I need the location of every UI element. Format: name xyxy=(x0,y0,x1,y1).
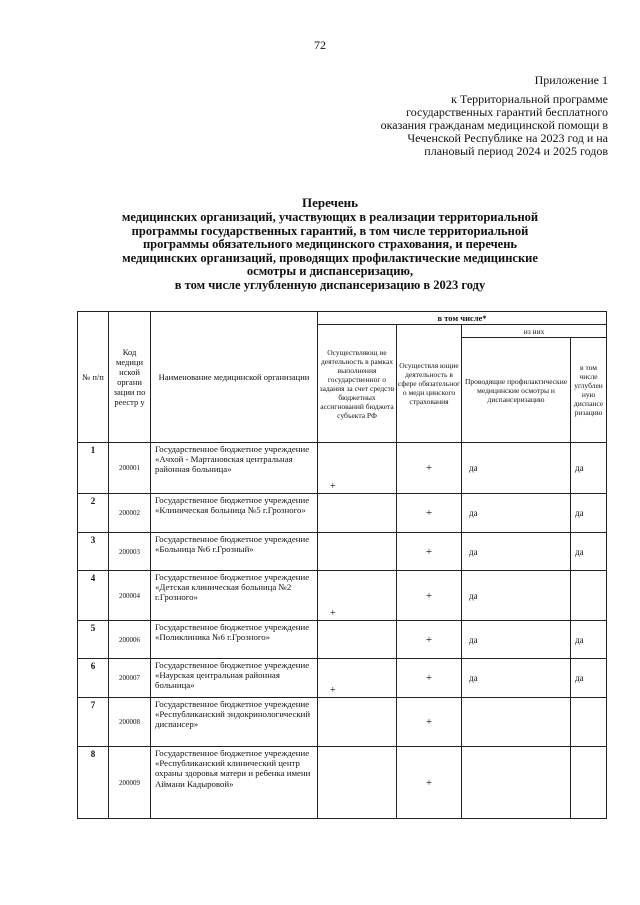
row-budget: + xyxy=(318,443,397,494)
row-code: 200002 xyxy=(109,494,151,533)
row-deep xyxy=(571,571,607,621)
row-deep: да xyxy=(571,659,607,698)
appendix-line: к Территориальной программе xyxy=(451,92,608,106)
row-prof xyxy=(462,698,571,747)
subtitle-line: осмотры и диспансеризацию, xyxy=(246,264,414,278)
header-name: Наименование медицинской организации xyxy=(151,312,318,443)
row-name: Государственное бюджетное учреждение «Поликлиника №6 г.Грозного» xyxy=(151,621,318,659)
row-name: Государственное бюджетное учреждение «Больница №6 г.Грозный» xyxy=(151,533,318,571)
header-prof: Проводящие профилактические медицинские осмотры и диспансеризацию xyxy=(462,338,571,443)
row-prof: да xyxy=(462,443,571,494)
row-oms: + xyxy=(397,747,462,819)
header-deep: в том числе углублен ную диспансе ризацию xyxy=(571,338,607,443)
row-code: 200003 xyxy=(109,533,151,571)
row-code: 200004 xyxy=(109,571,151,621)
subtitle-line: медицинских организаций, участвующих в реализации территориальной xyxy=(121,210,539,224)
row-name: Государственное бюджетное учреждение «Детская клиническая больница №2 г.Грозного» xyxy=(151,571,318,621)
table-row xyxy=(78,494,607,533)
appendix-line: Чеченской Республике на 2023 год и на xyxy=(407,131,608,145)
appendix-label: Приложение 1 xyxy=(534,73,608,87)
row-num: 6 xyxy=(78,659,109,698)
row-code: 200006 xyxy=(109,621,151,659)
row-deep: да xyxy=(571,443,607,494)
row-budget xyxy=(318,621,397,659)
row-name: Государственное бюджетное учреждение «Ачхой - Мартановская центральная районная больница» xyxy=(151,443,318,494)
row-deep xyxy=(571,747,607,819)
document-title: Перечень xyxy=(301,195,359,210)
header-num: № п/п xyxy=(78,312,109,443)
row-budget xyxy=(318,747,397,819)
row-oms: + xyxy=(397,443,462,494)
row-name: Государственное бюджетное учреждение «Республиканский клинический центр охраны здоровья матери и ребенка имени Аймани Кадыровой» xyxy=(151,747,318,819)
table-row xyxy=(78,443,607,494)
row-deep: да xyxy=(571,494,607,533)
row-budget xyxy=(318,698,397,747)
row-budget xyxy=(318,533,397,571)
row-budget xyxy=(318,494,397,533)
row-oms: + xyxy=(397,621,462,659)
row-prof: да xyxy=(462,659,571,698)
appendix-block xyxy=(380,74,608,158)
organizations-table xyxy=(77,311,607,819)
subtitle-line: программы обязательного медицинского страхования, и перечень xyxy=(142,237,518,251)
header-oms: Осуществля ющие деятельность в сфере обязательног о меди цинского страхования xyxy=(397,325,462,443)
header-code: Код медици нской органи зации по реестр у xyxy=(109,312,151,443)
row-oms: + xyxy=(397,533,462,571)
row-name: Государственное бюджетное учреждение «Республиканский эндокринологический диспансер» xyxy=(151,698,318,747)
table-row xyxy=(78,659,607,698)
table-row xyxy=(78,747,607,819)
row-num: 5 xyxy=(78,621,109,659)
row-budget: + xyxy=(318,571,397,621)
header-including: в том числе* xyxy=(318,312,607,325)
row-num: 4 xyxy=(78,571,109,621)
row-deep: да xyxy=(571,621,607,659)
row-num: 3 xyxy=(78,533,109,571)
row-budget: + xyxy=(318,659,397,698)
row-name: Государственное бюджетное учреждение «Клиническая больница №5 г.Грозного» xyxy=(151,494,318,533)
row-code: 200009 xyxy=(109,747,151,819)
row-prof: да xyxy=(462,571,571,621)
row-code: 200008 xyxy=(109,698,151,747)
row-deep xyxy=(571,698,607,747)
table-row xyxy=(78,533,607,571)
appendix-line: плановый период 2024 и 2025 годов xyxy=(424,144,608,158)
subtitle-line: программы государственных гарантий, в том числе территориальной xyxy=(131,223,529,238)
table-row xyxy=(78,698,607,747)
subtitle-line: медицинских организаций, проводящих профилактические медицинские xyxy=(122,250,538,265)
header-budget: Осуществляющ ие деятельность в рамках выполнения государственног о задания за счет средств бюджетных ассигнований бюджета субъекта РФ xyxy=(318,325,397,443)
row-oms: + xyxy=(397,571,462,621)
row-num: 8 xyxy=(78,747,109,819)
row-name: Государственное бюджетное учреждение «Наурская центральная районная больница» xyxy=(151,659,318,698)
table-row xyxy=(78,571,607,621)
row-num: 7 xyxy=(78,698,109,747)
row-num: 1 xyxy=(78,443,109,494)
row-deep: да xyxy=(571,533,607,571)
document-subtitle xyxy=(40,211,620,292)
row-oms: + xyxy=(397,698,462,747)
appendix-line: государственных гарантий бесплатного xyxy=(406,105,608,119)
row-oms: + xyxy=(397,659,462,698)
row-code: 200007 xyxy=(109,659,151,698)
row-oms: + xyxy=(397,494,462,533)
table-row xyxy=(78,621,607,659)
row-prof xyxy=(462,747,571,819)
row-prof: да xyxy=(462,621,571,659)
row-num: 2 xyxy=(78,494,109,533)
row-prof: да xyxy=(462,533,571,571)
subtitle-line: в том числе углубленную диспансеризацию в 2023 году xyxy=(174,277,486,292)
page-number: 72 xyxy=(314,38,326,52)
row-code: 200001 xyxy=(109,443,151,494)
appendix-line: оказания гражданам медицинской помощи в xyxy=(380,118,608,132)
row-prof: да xyxy=(462,494,571,533)
header-of-them: из них xyxy=(462,325,607,338)
